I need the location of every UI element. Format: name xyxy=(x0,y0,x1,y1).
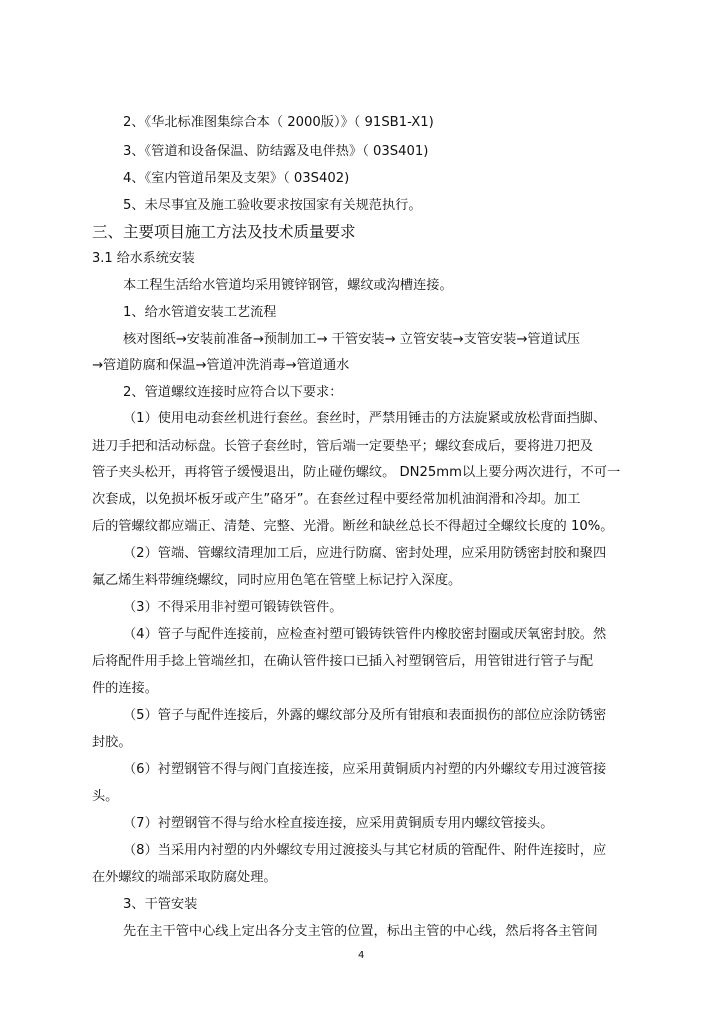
paragraph-line: （3）不得采用非衬塑可锻铸铁管件。 xyxy=(123,600,343,615)
process-flow-line: →管道防腐和保温→管道冲洗消毒→管道通水 xyxy=(92,358,350,373)
paragraph-line: （1）使用电动套丝机进行套丝。套丝时，严禁用锤击的方法旋紧或放松背面挡脚、 xyxy=(123,411,607,426)
reference-item-3: 3、《管道和设备保温、防结露及电伴热》（ 03S401) xyxy=(123,144,429,159)
paragraph-line: 进刀手把和活动标盘。长管子套丝时，管后端一定要垫平；螺纹套成后，要将进刀把及 xyxy=(92,439,594,454)
paragraph-line: （5）管子与配件连接后，外露的螺纹部分及所有钳痕和表面损伤的部位应涂防锈密 xyxy=(123,708,607,723)
process-flow-line: 核对图纸→安装前准备→预制加工→ 干管安装→ 立管安装→支管安装→管道试压 xyxy=(123,332,581,347)
item-heading: 3、干管安装 xyxy=(123,897,198,912)
paragraph-line: 本工程生活给水管道均采用镀锌钢管，螺纹或沟槽连接。 xyxy=(123,278,453,293)
subsection-heading: 3.1 给水系统安装 xyxy=(92,251,195,266)
item-heading: 2、管道螺纹连接时应符合以下要求： xyxy=(123,385,343,400)
paragraph-line: 在外螺纹的端部采取防腐处理。 xyxy=(92,870,277,885)
paragraph-line: 头。 xyxy=(92,789,119,804)
reference-item-5: 5、未尽事宜及施工验收要求按国家有关规范执行。 xyxy=(123,198,422,213)
paragraph-line: 管子夹头松开，再将管子缓慢退出，防止碰伤螺纹。 DN25mm以上要分两次进行，不可一 xyxy=(92,465,621,480)
paragraph-line: （8）当采用内衬塑的内外螺纹专用过渡接头与其它材质的管配件、附件连接时，应 xyxy=(123,843,607,858)
paragraph-line: 氟乙烯生料带缠绕螺纹，同时应用色笔在管壁上标记拧入深度。 xyxy=(92,573,462,588)
paragraph-line: 先在主干管中心线上定出各分支主管的位置，标出主管的中心线，然后将各主管间 xyxy=(123,924,598,939)
paragraph-line: 后的管螺纹都应端正、清楚、完整、光滑。断丝和缺丝总长不得超过全螺纹长度的 10%。 xyxy=(92,519,614,534)
reference-item-2: 2、《华北标准图集综合本（ 2000版）》（ 91SB1-X1) xyxy=(123,115,434,130)
paragraph-line: （6）衬塑钢管不得与阀门直接连接，应采用黄铜质内衬塑的内外螺纹专用过渡管接 xyxy=(123,762,607,777)
reference-item-4: 4、《室内管道吊架及支架》（ 03S402) xyxy=(123,171,350,186)
paragraph-line: （4）管子与配件连接前，应检查衬塑可锻铸铁管件内橡胶密封圈或厌氧密封胶。然 xyxy=(123,627,607,642)
page-number: 4 xyxy=(358,950,365,961)
item-heading: 1、给水管道安装工艺流程 xyxy=(123,305,277,320)
paragraph-line: 后将配件用手捻上管端丝扣，在确认管件接口已插入衬塑钢管后，用管钳进行管子与配 xyxy=(92,654,594,669)
paragraph-line: 封胶。 xyxy=(92,735,132,750)
paragraph-line: （7）衬塑钢管不得与给水栓直接连接，应采用黄铜质专用内螺纹管接头。 xyxy=(123,816,554,831)
paragraph-line: 次套成，以免损坏板牙或产生”硌牙”。在套丝过程中要经常加机油润滑和冷却。加工 xyxy=(92,492,581,507)
paragraph-line: 件的连接。 xyxy=(92,681,158,696)
section-heading: 三、主要项目施工方法及技术质量要求 xyxy=(92,223,356,241)
paragraph-line: （2）管端、管螺纹清理加工后，应进行防腐、密封处理，应采用防锈密封胶和聚四 xyxy=(123,546,607,561)
